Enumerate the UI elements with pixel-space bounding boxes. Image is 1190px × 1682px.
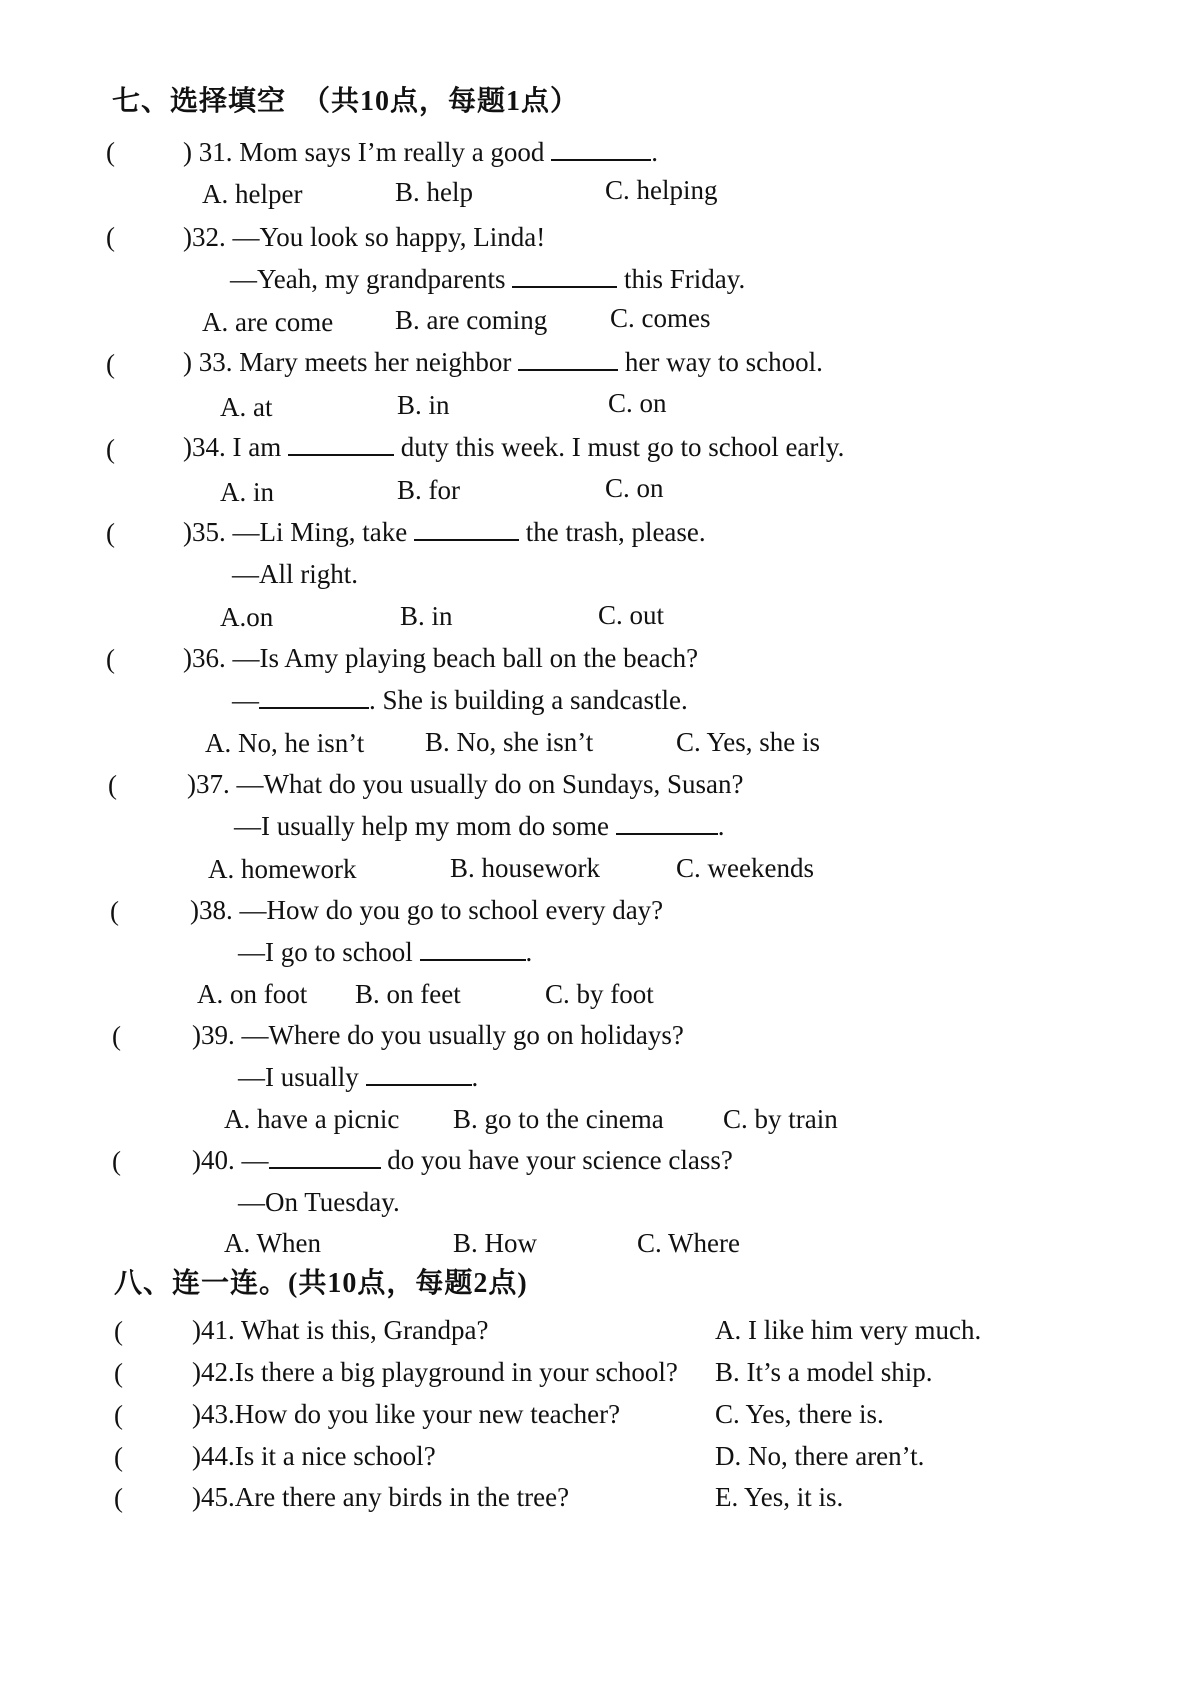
- question-40: [192, 1144, 733, 1176]
- question-35-stem-after: the trash, please.: [525, 517, 706, 547]
- answer-paren-44: (: [114, 1442, 123, 1472]
- question-37-line2-before: —I usually help my mom do some: [234, 811, 609, 841]
- question-38-line2-after: .: [525, 937, 533, 967]
- question-32-stem: )32. —You look so happy, Linda!: [183, 222, 546, 252]
- question-32-option-c: C. comes: [610, 303, 711, 333]
- question-38-option-b: B. on feet: [355, 979, 461, 1009]
- question-40-option-c: C. Where: [637, 1228, 740, 1258]
- question-34: [183, 431, 844, 463]
- question-36-line2: [232, 684, 688, 716]
- answer-paren-32: (: [106, 222, 115, 252]
- answer-paren-35: (: [106, 518, 115, 548]
- question-37-stem: )37. —What do you usually do on Sundays, Susan?: [187, 769, 744, 799]
- question-32-option-b: B. are coming: [395, 305, 548, 335]
- match-answer-e: E. Yes, it is.: [715, 1482, 844, 1512]
- question-37-blank: [616, 829, 718, 835]
- question-44-stem: )44.Is it a nice school?: [192, 1441, 436, 1471]
- question-35-option-a: A.on: [220, 602, 274, 632]
- question-33: [183, 346, 823, 378]
- question-31-blank: [551, 155, 651, 161]
- question-40-line2: —On Tuesday.: [238, 1187, 400, 1217]
- answer-paren-40: (: [112, 1146, 121, 1176]
- question-36-option-a: A. No, he isn’t: [205, 728, 365, 758]
- question-33-stem-after: her way to school.: [624, 347, 823, 377]
- section-8-heading: 八、连一连。(共10点，每题2点): [114, 1268, 528, 1299]
- question-31-option-b: B. help: [395, 177, 473, 207]
- question-32-line2-before: —Yeah, my grandparents: [230, 264, 506, 294]
- question-31-stem-after: .: [651, 137, 658, 167]
- question-37-option-a: A. homework: [208, 854, 357, 884]
- question-32-line2-after: this Friday.: [623, 264, 746, 294]
- answer-paren-38: (: [110, 896, 119, 926]
- answer-paren-43: (: [114, 1400, 123, 1430]
- question-40-stem-after: do you have your science class?: [387, 1145, 733, 1175]
- question-39-stem: )39. —Where do you usually go on holidays?: [192, 1020, 684, 1050]
- question-36-stem: )36. —Is Amy playing beach ball on the beach?: [183, 643, 699, 673]
- match-answer-d: D. No, there aren’t.: [715, 1441, 925, 1471]
- question-35-stem: )35. —Li Ming, take: [183, 517, 408, 547]
- question-35-option-c: C. out: [598, 600, 665, 630]
- question-32-line2: [230, 263, 745, 295]
- answer-paren-37: (: [108, 770, 117, 800]
- match-answer-a: A. I like him very much.: [715, 1315, 982, 1345]
- answer-paren-31: (: [106, 137, 115, 167]
- question-37-option-b: B. housework: [450, 853, 600, 883]
- answer-paren-42: (: [114, 1358, 123, 1388]
- answer-paren-36: (: [106, 644, 115, 674]
- question-32-blank: [512, 282, 617, 288]
- question-35: [183, 516, 706, 548]
- question-36-option-b: B. No, she isn’t: [425, 727, 594, 757]
- section-7-heading: 七、选择填空 （共10点，每题1点）: [112, 86, 580, 117]
- question-40-option-b: B. How: [453, 1228, 538, 1258]
- question-37-line2-after: .: [717, 811, 725, 841]
- question-31-stem: ) 31. Mom says I’m really a good: [183, 137, 545, 167]
- match-answer-c: C. Yes, there is.: [715, 1399, 884, 1429]
- question-33-blank: [518, 365, 618, 371]
- question-42-stem: )42.Is there a big playground in your school?: [192, 1357, 678, 1387]
- answer-paren-41: (: [114, 1316, 123, 1346]
- question-39-blank: [366, 1080, 472, 1086]
- question-37-option-c: C. weekends: [676, 853, 814, 883]
- question-39-option-c: C. by train: [723, 1104, 838, 1134]
- question-41-stem: )41. What is this, Grandpa?: [192, 1315, 489, 1345]
- question-34-stem: )34. I am: [183, 432, 282, 462]
- question-39-line2: [238, 1061, 478, 1093]
- question-40-option-a: A. When: [224, 1228, 321, 1258]
- question-40-stem: )40. —: [192, 1145, 269, 1175]
- question-39-line2-before: —I usually: [238, 1062, 359, 1092]
- question-36-option-c: C. Yes, she is: [676, 727, 821, 757]
- question-38-option-a: A. on foot: [197, 979, 308, 1009]
- question-40-blank: [269, 1163, 381, 1169]
- question-39-line2-after: .: [471, 1062, 479, 1092]
- answer-paren-39: (: [112, 1021, 121, 1051]
- question-31-option-a: A. helper: [202, 179, 303, 209]
- question-39-option-a: A. have a picnic: [224, 1104, 400, 1134]
- question-38-stem: )38. —How do you go to school every day?: [190, 895, 664, 925]
- match-answer-b: B. It’s a model ship.: [715, 1357, 933, 1387]
- question-38-option-c: C. by foot: [545, 979, 654, 1009]
- question-33-option-b: B. in: [397, 390, 450, 420]
- question-45-stem: )45.Are there any birds in the tree?: [192, 1482, 570, 1512]
- answer-paren-45: (: [114, 1483, 123, 1513]
- question-37-line2: [234, 810, 724, 842]
- question-34-option-c: C. on: [605, 473, 664, 503]
- question-31-option-c: C. helping: [605, 175, 718, 205]
- question-38-line2: [238, 936, 532, 968]
- question-34-blank: [288, 450, 394, 456]
- question-34-option-a: A. in: [220, 477, 274, 507]
- question-43-stem: )43.How do you like your new teacher?: [192, 1399, 621, 1429]
- question-33-option-c: C. on: [608, 388, 667, 418]
- question-34-option-b: B. for: [397, 475, 460, 505]
- question-36-line2-before: —: [232, 685, 259, 715]
- question-38-blank: [420, 955, 526, 961]
- question-35-line2: —All right.: [232, 559, 358, 589]
- question-35-blank: [414, 535, 519, 541]
- question-33-stem: ) 33. Mary meets her neighbor: [183, 347, 512, 377]
- question-34-stem-after: duty this week. I must go to school early.: [400, 432, 845, 462]
- question-38-line2-before: —I go to school: [238, 937, 413, 967]
- question-32-option-a: A. are come: [202, 307, 334, 337]
- question-31: [183, 136, 658, 168]
- question-39-option-b: B. go to the cinema: [453, 1104, 664, 1134]
- answer-paren-33: (: [106, 349, 115, 379]
- answer-paren-34: (: [106, 434, 115, 464]
- question-36-line2-after: . She is building a sandcastle.: [369, 685, 688, 715]
- question-35-option-b: B. in: [400, 601, 453, 631]
- question-33-option-a: A. at: [220, 392, 273, 422]
- question-36-blank: [259, 703, 369, 709]
